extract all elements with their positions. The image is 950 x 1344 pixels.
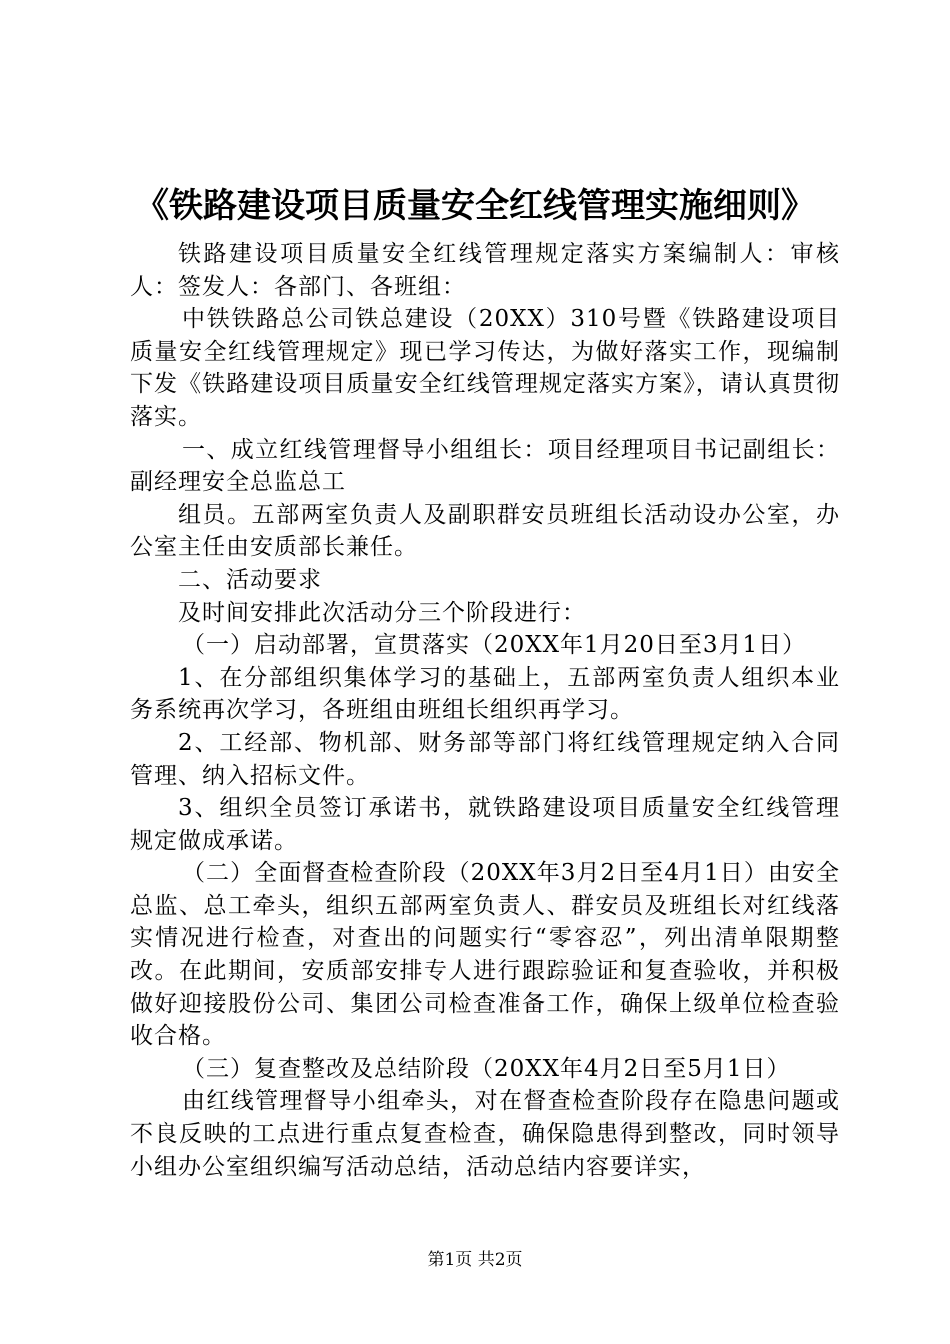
paragraph-phase-three: （三）复查整改及总结阶段（20XX年4月2日至5月1日）: [182, 1055, 791, 1082]
paragraph-item-1: 1、在分部组织集体学习的基础上，五部两室负责人组织本业务系统再次学习，各班组由班组长组织再学习。: [130, 664, 840, 724]
paragraph-phase-one: （一）启动部署，宣贯落实（20XX年1月20日至3月1日）: [182, 632, 807, 659]
paragraph-schedule: 及时间安排此次活动分三个阶段进行：: [178, 599, 586, 626]
paragraph-phase-three-detail: 由红线管理督导小组牵头，对在督查检查阶段存在隐患问题或不良反映的工点进行重点复查检查，确保隐患得到整改，同时领导小组办公室组织编写活动总结，活动总结内容要详实，: [130, 1088, 840, 1180]
paragraph-section-one: 一、成立红线管理督导小组组长：项目经理项目书记副组长：副经理安全总监总工: [130, 436, 840, 496]
document-body: [130, 238, 840, 1183]
paragraph-item-3: 3、组织全员签订承诺书，就铁路建设项目质量安全红线管理规定做成承诺。: [130, 795, 840, 854]
paragraph-item-2: 2、工经部、物机部、财务部等部门将红线管理规定纳入合同管理、纳入招标文件。: [130, 729, 840, 789]
paragraph-members: 组员。五部两室负责人及副职群安员班组长活动设办公室，办公室主任由安质部长兼任。: [130, 501, 840, 561]
paragraph-header-info: 铁路建设项目质量安全红线管理规定落实方案编制人：审核人：签发人：各部门、各班组：: [130, 241, 840, 300]
document-title: 《铁路建设项目质量安全红线管理实施细则》: [135, 186, 815, 226]
paragraph-phase-two: （二）全面督查检查阶段（20XX年3月2日至4月1日）由安全总监、总工牵头，组织五部两室负责人、群安员及班组长对红线落实情况进行检查，对查出的问题实行“零容忍”，列出清单限期整改。在此期间，安质部安排专人进行跟踪验证和复查验收，并积极做好迎接股份公司、集团公司检查准备工作，确保上级单位检查验收合格。: [130, 860, 840, 1050]
page-number: 第1页 共2页: [427, 1250, 523, 1270]
paragraph-section-two: 二、活动要求: [178, 566, 322, 593]
paragraph-intro: 中铁铁路总公司铁总建设（20XX）310号暨《铁路建设项目质量安全红线管理规定》现已学习传达，为做好落实工作，现编制下发《铁路建设项目质量安全红线管理规定落实方案》，请认真贯彻落实。: [130, 306, 840, 430]
